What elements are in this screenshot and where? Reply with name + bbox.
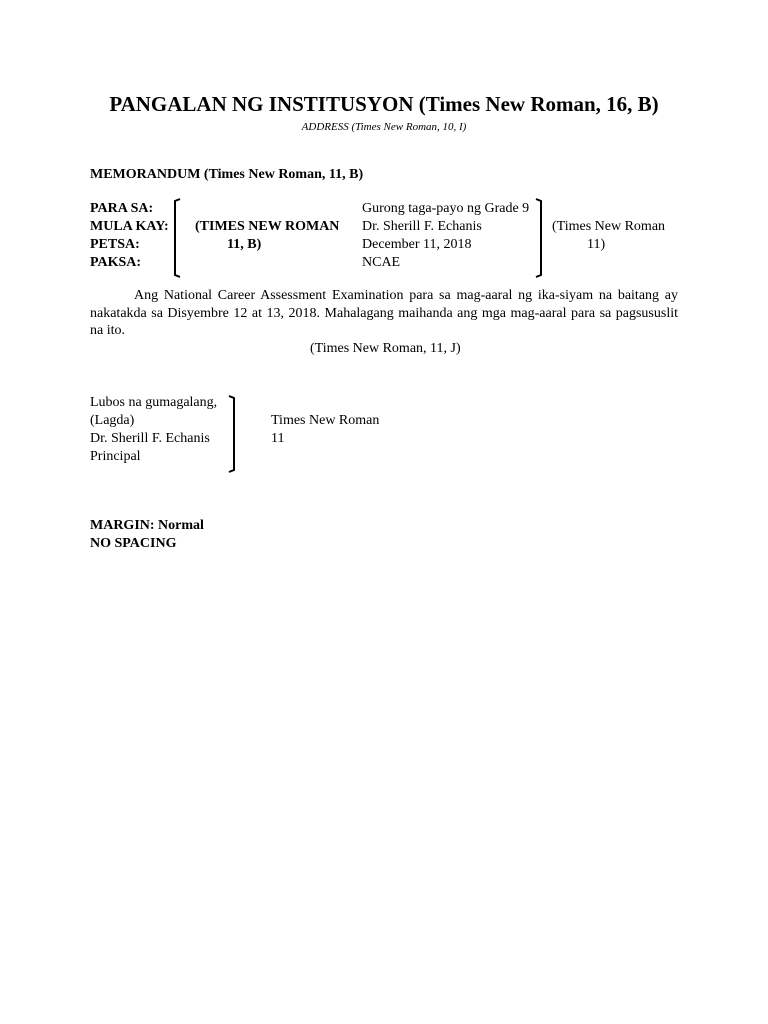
institution-address: ADDRESS (Times New Roman, 10, I): [301, 121, 467, 133]
value-para-sa: Gurong taga-payo ng Grade 9: [362, 201, 530, 216]
closing-font-note-line2: 11: [271, 431, 285, 446]
closing-signature: (Lagda): [90, 413, 135, 428]
closing-bracket: [226, 395, 238, 473]
labels-bracket: [171, 198, 183, 278]
margin-note: MARGIN: Normal: [90, 518, 204, 533]
spacing-note: NO SPACING: [90, 536, 177, 551]
value-paksa: NCAE: [362, 255, 401, 270]
body-paragraph: [90, 287, 678, 340]
closing-position: Principal: [90, 449, 141, 464]
values-font-note-line1: (Times New Roman: [552, 219, 666, 234]
labels-font-note-line1: (TIMES NEW ROMAN: [195, 219, 340, 234]
closing-salutation: Lubos na gumagalang,: [90, 395, 218, 410]
label-para-sa: PARA SA:: [90, 201, 154, 216]
closing-name: Dr. Sherill F. Echanis: [90, 431, 210, 446]
values-bracket: [533, 198, 545, 278]
values-font-note-line2: 11): [587, 237, 606, 252]
labels-font-note-line2: 11, B): [227, 237, 262, 252]
label-petsa: PETSA:: [90, 237, 140, 252]
body-paragraph-text: Ang National Career Assessment Examination para sa mag-aaral ng ika-siyam na baitang ay nakatakda sa Disyembre 12 at 13, 2018. Mahalagang maihanda ang mga mag-aaral para sa pagsususlit na ito.: [90, 288, 678, 338]
value-mula-kay: Dr. Sherill F. Echanis: [362, 219, 482, 234]
body-font-note: (Times New Roman, 11, J): [310, 341, 461, 356]
memorandum-heading: MEMORANDUM (Times New Roman, 11, B): [90, 167, 364, 182]
closing-font-note-line1: Times New Roman: [271, 413, 380, 428]
label-paksa: PAKSA:: [90, 255, 142, 270]
value-petsa: December 11, 2018: [362, 237, 472, 252]
label-mula-kay: MULA KAY:: [90, 219, 169, 234]
institution-title: PANGALAN NG INSTITUSYON (Times New Roman, 16, B): [109, 92, 659, 116]
